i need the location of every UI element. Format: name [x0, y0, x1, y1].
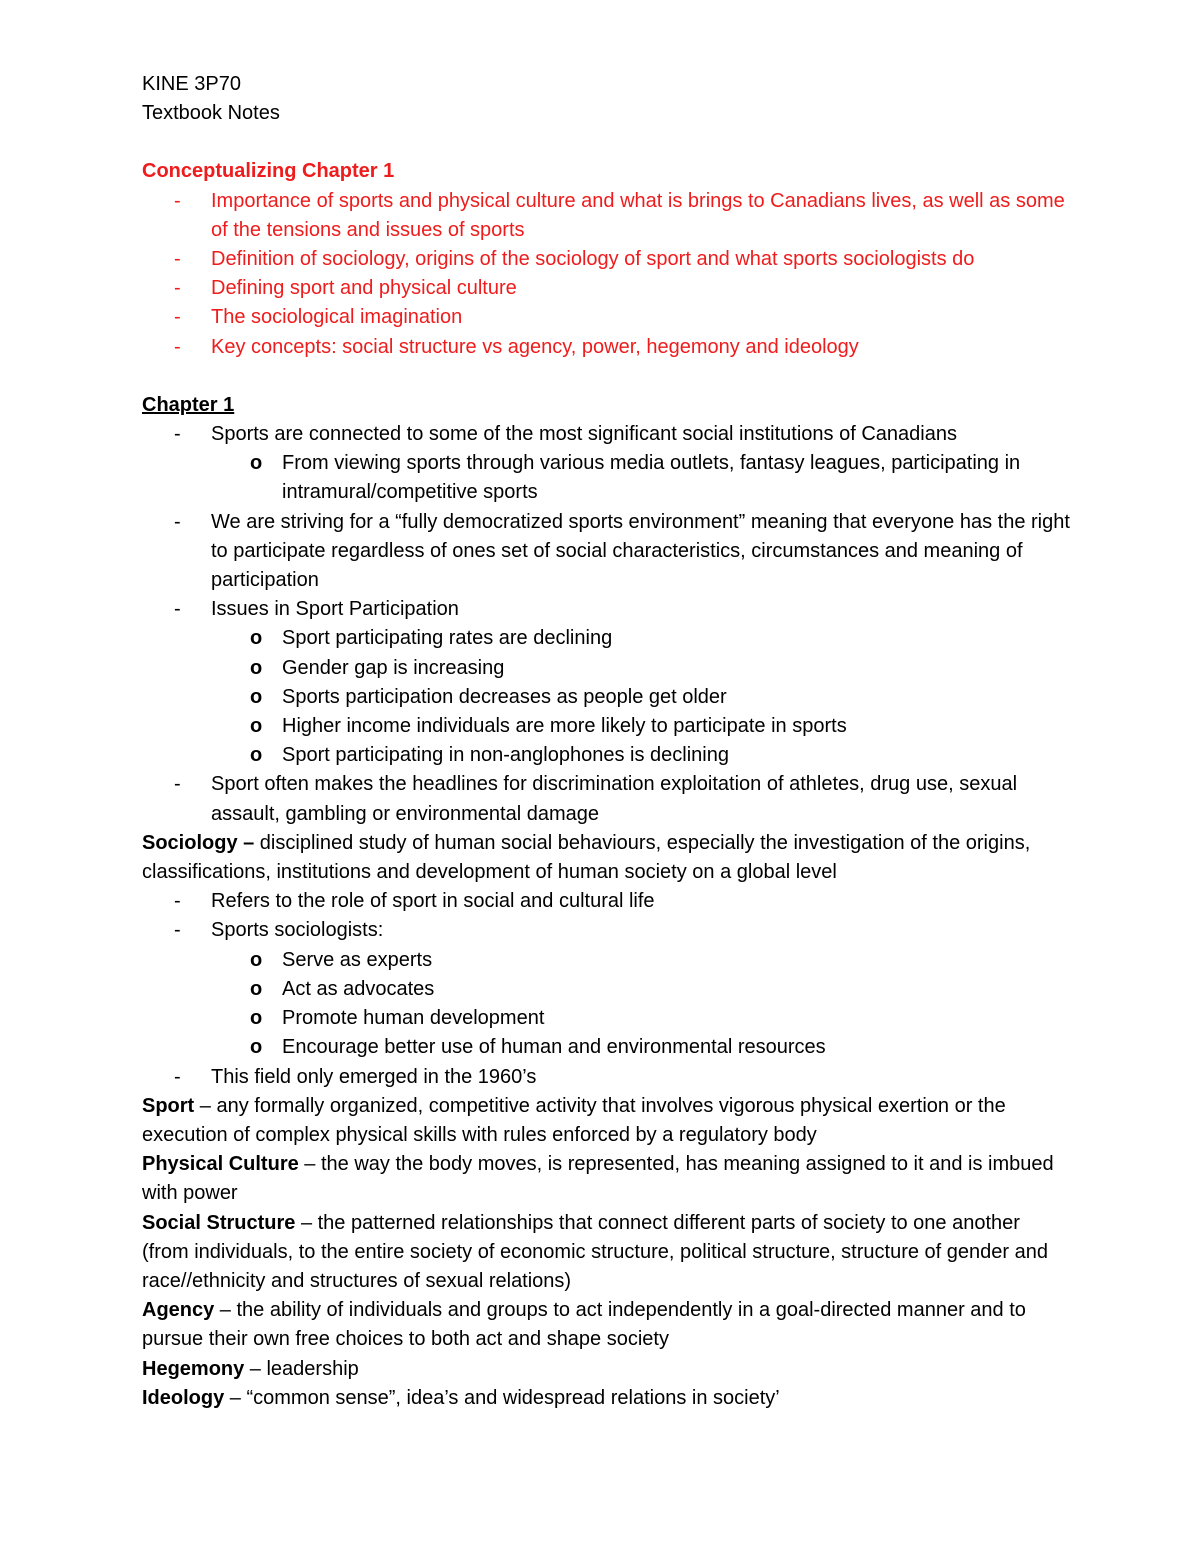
sociology-bullet-text: Sports sociologists: [211, 919, 384, 942]
sociology-sub-bullet [142, 1004, 1072, 1033]
chapter-bullet-text: Issues in Sport Participation [211, 598, 459, 621]
course-code: KINE 3P70 [142, 73, 241, 95]
chapter-title: Chapter 1 [142, 393, 235, 416]
sociology-bullet [142, 916, 1072, 945]
circle-marker: o [250, 744, 263, 767]
definition-term: Sociology – [142, 831, 255, 854]
overview-item-text: Key concepts: social structure vs agency, power, hegemony and ideology [211, 335, 859, 358]
sociology-sub-bullet [142, 975, 1072, 1004]
sociology-sub-bullet-text: Encourage better use of human and environmental resources [282, 1036, 826, 1059]
sociology-sub-bullet-text: Serve as experts [282, 948, 433, 971]
spacer [142, 128, 1072, 157]
dash-marker: - [174, 423, 181, 446]
circle-marker: o [250, 1007, 263, 1030]
chapter-bullet-text: Sport often makes the headlines for discrimination exploitation of athletes, drug use, sexual assault, gambling or environmental damage [211, 773, 1018, 825]
dash-marker: - [174, 598, 181, 621]
chapter-sub-bullet [142, 712, 1072, 741]
sociology-sub-bullet [142, 946, 1072, 975]
chapter-sub-bullet-text: From viewing sports through various media outlets, fantasy leagues, participating in intramural/competitive sports [282, 452, 1021, 504]
definition-social-structure [142, 1209, 1072, 1297]
dash-marker: - [174, 306, 181, 329]
circle-marker: o [250, 685, 263, 708]
definition-text: disciplined study of human social behaviours, especially the investigation of the origins, classifications, institutions and development of human society on a global level [142, 831, 1031, 884]
overview-item [142, 245, 1072, 274]
sociology-sub-bullet [142, 1033, 1072, 1062]
chapter-bullet [142, 595, 1072, 624]
document-body [142, 70, 1072, 1413]
overview-item-text: Definition of sociology, origins of the sociology of sport and what sports sociologists do [211, 248, 975, 271]
circle-marker: o [250, 1036, 263, 1059]
overview-item-text: Defining sport and physical culture [211, 277, 517, 300]
chapter-sub-bullet-text: Gender gap is increasing [282, 656, 505, 679]
chapter-bullet [142, 508, 1072, 596]
definition-text: – the ability of individuals and groups to act independently in a goal-directed manner and to pursue their own free choices to both act and shape society [142, 1299, 1026, 1351]
circle-marker: o [250, 627, 263, 650]
definition-term: Social Structure [142, 1211, 296, 1234]
dash-marker: - [174, 189, 181, 212]
definition-ideology [142, 1384, 1072, 1413]
chapter-bullet [142, 420, 1072, 449]
sociology-bullet-text: This field only emerged in the 1960’s [211, 1065, 537, 1088]
chapter-sub-bullet [142, 654, 1072, 683]
definition-text: – the patterned relationships that connect different parts of society to one another (from individuals, to the entire society of economic structure, political structure, structure of gender and race//ethnicity and structures of sexual relations) [142, 1211, 1048, 1292]
definition-text: – any formally organized, competitive activity that involves vigorous physical exertion or the execution of complex physical skills with rules enforced by a regulatory body [142, 1094, 1006, 1146]
chapter-sub-bullet-text: Sport participating in non-anglophones is declining [282, 744, 729, 767]
chapter-sub-bullet-text: Sport participating rates are declining [282, 627, 613, 650]
dash-marker: - [174, 277, 181, 300]
definition-term: Physical Culture [142, 1153, 299, 1176]
sociology-bullet [142, 1063, 1072, 1092]
circle-marker: o [250, 715, 263, 738]
circle-marker: o [250, 656, 263, 679]
document-subtitle: Textbook Notes [142, 102, 280, 125]
dash-marker: - [174, 1065, 181, 1088]
dash-marker: - [174, 510, 181, 533]
definition-term: Ideology [142, 1386, 225, 1409]
sociology-bullet [142, 887, 1072, 916]
definition-text: – “common sense”, idea’s and widespread relations in society’ [224, 1386, 780, 1409]
dash-marker: - [174, 773, 181, 796]
sociology-sub-bullet-text: Act as advocates [282, 977, 435, 1000]
definition-text: – the way the body moves, is represented, has meaning assigned to it and is imbued with power [142, 1153, 1054, 1205]
chapter-sub-bullet-text: Sports participation decreases as people get older [282, 685, 727, 708]
circle-marker: o [250, 977, 263, 1000]
circle-marker: o [250, 948, 263, 971]
chapter-sub-bullet-text: Higher income individuals are more likely to participate in sports [282, 715, 847, 738]
definition-sport [142, 1092, 1072, 1150]
chapter-sub-bullet [142, 683, 1072, 712]
chapter-bullet-text: We are striving for a “fully democratized sports environment” meaning that everyone has the right to participate regardless of ones set of social characteristics, circumstances and meaning of participation [211, 510, 1070, 592]
overview-item-text: Importance of sports and physical culture and what is brings to Canadians lives, as well as some of the tensions and issues of sports [211, 189, 1065, 241]
dash-marker: - [174, 919, 181, 942]
definition-term: Hegemony [142, 1357, 245, 1380]
dash-marker: - [174, 890, 181, 913]
spacer [142, 362, 1072, 391]
overview-item [142, 274, 1072, 303]
circle-marker: o [250, 452, 263, 475]
overview-list [142, 187, 1072, 362]
overview-item [142, 333, 1072, 362]
overview-item [142, 303, 1072, 332]
chapter-sub-bullet [142, 741, 1072, 770]
definition-sociology [142, 829, 1072, 887]
dash-marker: - [174, 335, 181, 358]
chapter-sub-bullet [142, 449, 1072, 507]
chapter-bullet [142, 770, 1072, 828]
definition-term: Sport [142, 1094, 195, 1117]
chapter-bullet-text: Sports are connected to some of the most significant social institutions of Canadians [211, 423, 957, 446]
chapter-sub-bullet [142, 624, 1072, 653]
definition-term: Agency [142, 1299, 215, 1322]
overview-item-text: The sociological imagination [211, 306, 463, 329]
overview-title: Conceptualizing Chapter 1 [142, 160, 395, 183]
sociology-bullet-text: Refers to the role of sport in social and cultural life [211, 890, 655, 913]
sociology-sub-bullet-text: Promote human development [282, 1007, 545, 1030]
dash-marker: - [174, 248, 181, 271]
definition-hegemony [142, 1355, 1072, 1384]
overview-item [142, 187, 1072, 245]
definition-agency [142, 1296, 1072, 1354]
definition-text: – leadership [244, 1357, 359, 1380]
definition-physical-culture [142, 1150, 1072, 1208]
